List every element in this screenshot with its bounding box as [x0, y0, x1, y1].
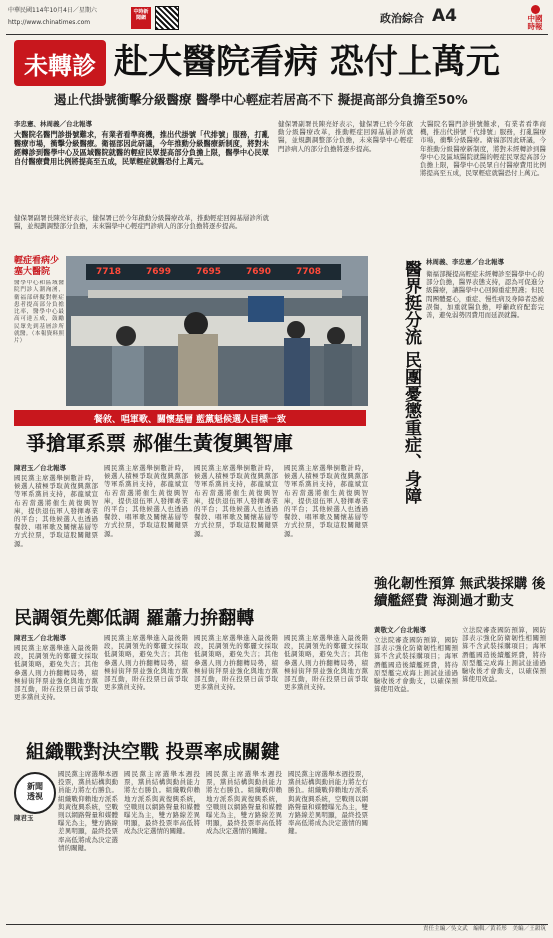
lead-headline: 赴大醫院看病 恐付上萬元	[114, 42, 500, 82]
lead-subhead: 遏止代掛號衝擊分級醫療 醫學中心輕症若居高不下 擬提高部分負擔至50%	[54, 92, 468, 107]
military-body-col2: 國民黨主席選舉倒數計時，候選人積極爭取黃復興黨部等軍系黨員支持，郝龍斌宣布若當選將催生黃復興智庫，提供退伍軍人發揮專業的平台；其他候選人也透過餐敘、唱軍歌及關懷基層等方式拉票，爭取這股關鍵票源。	[104, 464, 188, 538]
dpp-body-col1: 國民黨主席選舉進入最後階段，民調領先的鄭麗文採取低調策略，避免失言；其他參選人則力拚翻轉局勢，積極掃街拜票並強化與地方黨部互動，盼在投票日前爭取更多黨員支持。	[14, 644, 98, 702]
defense-byline: 黃敬文／台北報導	[374, 626, 426, 634]
queue-number-5: 7708	[296, 267, 322, 277]
commentary-body-col2: 國民黨主席選舉本週投票，黨員結構與動員能力將左右勝負。組織戰仰賴地方派系與黃復興系統，空戰則以網路聲量和媒體曝光為主，雙方路線差異明顯，最終投票率高低將成為決定選情的關鍵。	[124, 770, 200, 836]
queue-number-2: 7699	[146, 267, 172, 277]
page-number: A4	[432, 6, 457, 26]
lead-body-col2: 健保署副署長陳亮妤表示，健保署已於今年啟動分級醫療改革，推動輕症回歸基層診所就醫，並規劃調整部分負擔，未來醫學中心輕症門診病人的部分負擔將逐步提高。	[278, 120, 413, 153]
side-feature-headline: 醫界挺分流 民團憂懲重症、身障	[401, 260, 421, 504]
news-analysis-badge	[14, 772, 56, 814]
photo-caption-box	[14, 256, 64, 406]
queue-number-3: 7695	[196, 267, 222, 277]
badge-line2: 透視	[27, 792, 43, 801]
commentary-author: 陳君玉	[14, 814, 34, 822]
masthead	[6, 5, 548, 35]
military-kicker-bar	[14, 410, 366, 426]
dpp-byline: 陳君玉／台北報導	[14, 634, 66, 642]
dpp-headline: 民調領先鄭低調 羅蕭力拚翻轉	[14, 608, 255, 629]
lead-body: 健保署副署長陳亮妤表示，健保署已於今年啟動分級醫療改革，推動輕症回歸基層診所就醫，並規劃調整部分負擔，未來醫學中心輕症門診病人的部分負擔將逐步提高。	[14, 214, 269, 231]
queue-number-4: 7690	[246, 267, 272, 277]
footer-credits: 責任主編／吳文武 編輯／黃若彤 美編／王韻筑	[422, 926, 546, 932]
badge-line1: 新聞	[27, 782, 43, 791]
photo-caption: 醫學中心和區域醫院門診人潮洶湧，衛福部研擬對輕症患者提高部分負擔比率，醫學中心最高可達五成，鼓勵民眾先到基層診所就醫。（本報資料照片）	[14, 280, 64, 345]
defense-body-col2: 立法院審查國防預算，國防部表示強化防衛韌性相關預算不含武裝採購項目；海軍潛艦國造後續艦經費，將待原型艦完成海上測試並通過驗收後才會動支，以確保預算使用效益。	[462, 626, 546, 684]
lead-tag	[14, 40, 106, 86]
lead-byline: 李忠憲、林周義／台北報導	[14, 120, 92, 128]
lead-body-col3: 大醫院名醫門診掛號難求，有業者看準商機，推出代掛號「代排號」服務，打亂醫療市場，衝擊分級醫療。衛福部因此研議，今年推動分級醫療新制度，將對未經轉診到醫學中心及區域醫院就醫的輕症民眾提高部分負擔上限，醫學中心民眾自付醫療費用比例將提高至五成，民眾輕症就醫恐付上萬元。	[420, 120, 546, 178]
footer-rule	[6, 924, 548, 925]
small-logo-text: 中時新聞網	[133, 9, 149, 21]
dpp-body-col4: 國民黨主席選舉進入最後階段，民調領先的鄭麗文採取低調策略，避免失言；其他參選人則力拚翻轉局勢，積極掃街拜票並強化與地方黨部互動，盼在投票日前爭取更多黨員支持。	[284, 634, 368, 692]
defense-body-col1: 立法院審查國防預算，國防部表示強化防衛韌性相關預算不含武裝採購項目；海軍潛艦國造後續艦經費，將待原型艦完成海上測試並通過驗收後才會動支，以確保預算使用效益。	[374, 636, 458, 694]
military-headline: 爭搶軍系票 郝催生黃復興智庫	[26, 431, 293, 455]
masthead-rule	[6, 34, 548, 35]
commentary-headline: 組織戰對決空戰 投票率成關鍵	[26, 741, 280, 763]
lead-tag-text: 未轉診	[24, 51, 96, 80]
issue-date: 中華民國114年10月4日／星期六	[8, 7, 97, 14]
dpp-body-col3: 國民黨主席選舉進入最後階段，民調領先的鄭麗文採取低調策略，避免失言；其他參選人則力拚翻轉局勢，積極掃街拜票並強化與地方黨部互動，盼在投票日前爭取更多黨員支持。	[194, 634, 278, 692]
hospital-lobby-photo	[66, 256, 368, 406]
small-logo	[131, 7, 151, 29]
side-feature-byline: 林周義、李忠憲／台北報導	[426, 258, 504, 266]
military-kicker: 餐敘、唱軍歌、關懷基層 藍黨魁候選人目標一致	[93, 414, 287, 425]
chinatimes-logo	[520, 5, 550, 33]
military-body-col3: 國民黨主席選舉倒數計時，候選人積極爭取黃復興黨部等軍系黨員支持，郝龍斌宣布若當選將催生黃復興智庫，提供退伍軍人發揮專業的平台；其他候選人也透過餐敘、唱軍歌及關懷基層等方式拉票，爭取這股關鍵票源。	[194, 464, 278, 538]
dpp-body-col2: 國民黨主席選舉進入最後階段，民調領先的鄭麗文採取低調策略，避免失言；其他參選人則力拚翻轉局勢，積極掃街拜票並強化與地方黨部互動，盼在投票日前爭取更多黨員支持。	[104, 634, 188, 692]
photo-illustration	[66, 256, 368, 406]
commentary-body-col3: 國民黨主席選舉本週投票，黨員結構與動員能力將左右勝負。組織戰仰賴地方派系與黃復興系統，空戰則以網路聲量和媒體曝光為主，雙方路線差異明顯，最終投票率高低將成為決定選情的關鍵。	[206, 770, 282, 836]
commentary-body-col4: 國民黨主席選舉本週投票，黨員結構與動員能力將左右勝負。組織戰仰賴地方派系與黃復興系統，空戰則以網路聲量和媒體曝光為主，雙方路線差異明顯，最終投票率高低將成為決定選情的關鍵。	[288, 770, 368, 836]
photo-caption-title: 輕症看病少塞大醫院	[14, 256, 60, 277]
section-name: 政治綜合	[380, 12, 424, 25]
military-body-col4: 國民黨主席選舉倒數計時，候選人積極爭取黃復興黨部等軍系黨員支持，郝龍斌宣布若當選將催生黃復興智庫，提供退伍軍人發揮專業的平台；其他候選人也透過餐敘、唱軍歌及關懷基層等方式拉票，爭取這股關鍵票源。	[284, 464, 368, 538]
qr-code[interactable]	[155, 6, 179, 30]
logo-emblem-icon	[531, 5, 540, 14]
queue-number-1: 7718	[96, 267, 122, 277]
lead-summary: 大醫院名醫門診掛號難求，有業者看準商機，推出代掛號「代排號」服務，打亂醫療市場，衝擊分級醫療。衛福部因此研議，今年推動分級醫療新制度，將對未經轉診到醫學中心及區域醫院就醫的輕症民眾提高部分負擔上限，醫學中心民眾自付醫療費用比例將提高至五成，民眾輕症就醫恐付上萬元。	[14, 130, 269, 166]
side-feature-body: 衛福部擬提高輕症未經轉診至醫學中心的部分負擔，醫界表態支持，認為可促進分級醫療，讓醫學中心回歸重症照護；但民間團體憂心，重症、慢性病及身障者恐被誤傷，加重就醫負擔，呼籲政府配套完善，避免弱勢因費用而延誤就醫。	[426, 270, 544, 320]
defense-headline: 強化韌性預算 無武裝採購 後續艦經費 海測過才動支	[374, 576, 546, 609]
side-feature	[372, 256, 546, 570]
website-url[interactable]: http://www.chinatimes.com	[8, 19, 91, 26]
military-byline: 陳君玉／台北報導	[14, 464, 66, 472]
commentary-body-col1: 國民黨主席選舉本週投票，黨員結構與動員能力將左右勝負。組織戰仰賴地方派系與黃復興系統，空戰則以網路聲量和媒體曝光為主，雙方路線差異明顯，最終投票率高低將成為決定選情的關鍵。	[58, 770, 118, 852]
military-body-col1: 國民黨主席選舉倒數計時，候選人積極爭取黃復興黨部等軍系黨員支持，郝龍斌宣布若當選將催生黃復興智庫，提供退伍軍人發揮專業的平台；其他候選人也透過餐敘、唱軍歌及關懷基層等方式拉票，爭取這股關鍵票源。	[14, 474, 98, 548]
logo-text: 中國時報	[527, 14, 543, 31]
